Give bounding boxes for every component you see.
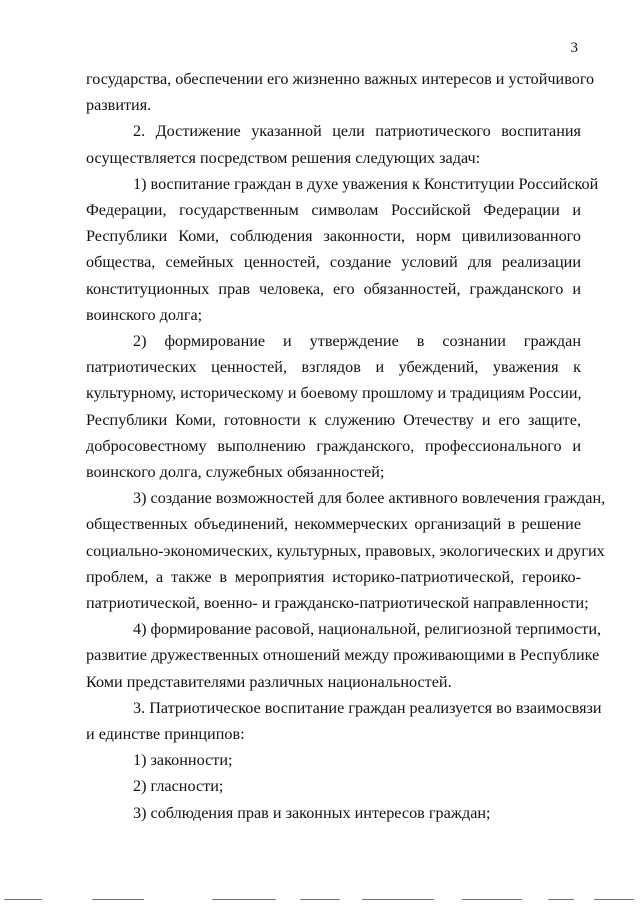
paragraph-line: добросовестному выполнению гражданского, профессионального и <box>86 436 581 455</box>
paragraph-line: 2. Достижение указанной цели патриотического воспитания <box>133 122 581 141</box>
scan-mark <box>300 899 340 900</box>
paragraph-line: культурному, историческому и боевому прошлому и традициям России, <box>86 384 582 403</box>
paragraph-line: 1) воспитание граждан в духе уважения к Конституции Российской <box>133 174 599 193</box>
paragraph-line: 3. Патриотическое воспитание граждан реализуется во взаимосвязи <box>133 698 602 717</box>
paragraph-line: патриотических ценностей, взглядов и убеждений, уважения к <box>86 358 581 377</box>
paragraph-line: государства, обеспечении его жизненно важных интересов и устойчивого <box>86 70 595 88</box>
document-body <box>86 66 606 826</box>
paragraph-line: осуществляется посредством решения следующих задач: <box>86 148 481 167</box>
scan-mark <box>4 899 42 900</box>
page-number: 3 <box>570 40 578 56</box>
scan-mark <box>594 899 634 900</box>
paragraph-line: 4) формирование расовой, национальной, религиозной терпимости, <box>133 620 602 639</box>
paragraph-line: патриотической, военно- и гражданско-патриотической направленности; <box>86 594 589 613</box>
paragraph-line: Республики Коми, готовности к служению Отечеству и его защите, <box>86 410 581 429</box>
paragraph-line: воинского долга; <box>86 305 203 324</box>
paragraph-line: общественных объединений, некоммерческих организаций в решение <box>86 515 581 534</box>
paragraph-line: Федерации, государственным символам Российской Федерации и <box>86 201 581 220</box>
scan-mark <box>212 899 276 900</box>
paragraph-line: социально-экономических, культурных, правовых, экологических и других <box>86 541 605 560</box>
scan-edge-marks <box>0 899 640 901</box>
paragraph-line: общества, семейных ценностей, создание условий для реализации <box>86 253 581 272</box>
paragraph-line: развития. <box>86 96 152 115</box>
paragraph-line: воинского долга, служебных обязанностей; <box>86 463 385 482</box>
paragraph-line: развитие дружественных отношений между проживающими в Республике <box>86 646 600 665</box>
scan-mark <box>548 899 574 900</box>
paragraph-line: 2) гласности; <box>133 777 224 796</box>
paragraph-line: Коми представителями различных национальностей. <box>86 672 452 691</box>
scan-mark <box>92 899 144 900</box>
paragraph-line: и единстве принципов: <box>86 725 245 744</box>
paragraph-line: Республики Коми, соблюдения законности, норм цивилизованного <box>86 227 581 246</box>
paragraph-line: проблем, а также в мероприятия историко-патриотической, героико- <box>86 567 581 586</box>
scan-mark <box>462 899 522 900</box>
paragraph-line: 1) законности; <box>133 751 233 770</box>
paragraph-line: 3) создание возможностей для более активного вовлечения граждан, <box>133 489 606 508</box>
scan-mark <box>362 899 434 900</box>
paragraph-line: 2) формирование и утверждение в сознании граждан <box>133 332 581 351</box>
paragraph-line: конституционных прав человека, его обязанностей, гражданского и <box>86 279 581 298</box>
paragraph-line: 3) соблюдения прав и законных интересов граждан; <box>133 803 491 822</box>
